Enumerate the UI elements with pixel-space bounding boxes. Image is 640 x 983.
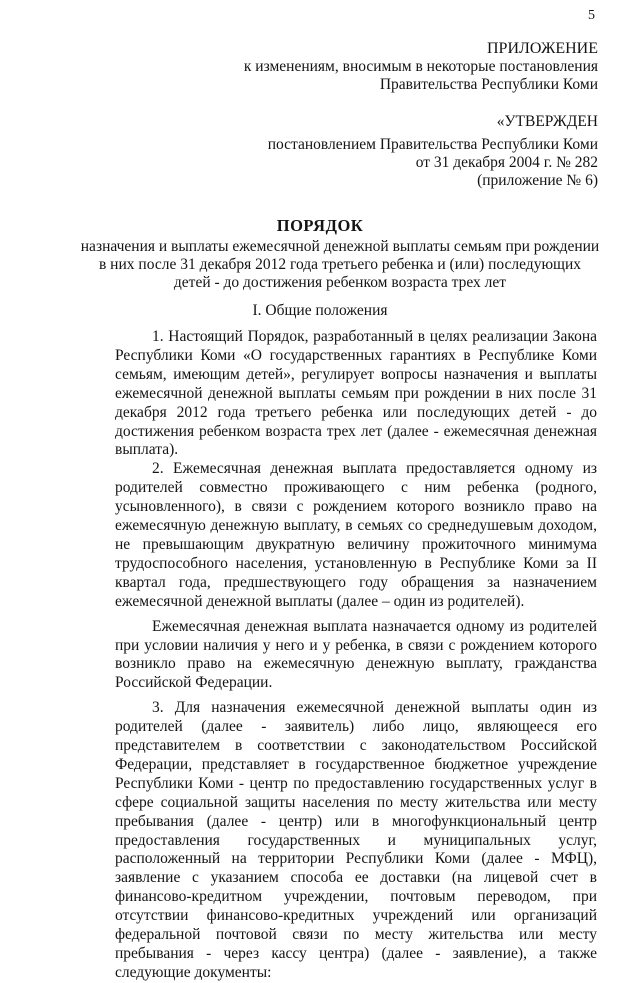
document-title: ПОРЯДОК bbox=[276, 216, 364, 235]
approval-block bbox=[268, 113, 598, 190]
body-text bbox=[115, 328, 597, 983]
paragraph-4: 3. Для назначения ежемесячной денежной выплаты один из родителей (далее - заявитель) либо лицо, являющееся его представителем в соответствии с законодательством Российской Федерации, представляет в государственное бюджетное учреждение Республики Коми - центр по предоставлению государственных услуг в сфере социальной защиты населения по месту жительства или месту пребывания (далее - центр) или в многофункциональный центр предоставления государственных и муниципальных услуг, расположенный на территории Республики Коми (далее - МФЦ), заявление с указанием способа ее доставки (на лицевой счет в финансово-кредитном учреждении, почтовым переводом, при отсутствии финансово-кредитных учреждений или организаций федеральной почтовой связи по месту жительства или месту пребывания - через кассу центра) (далее - заявление), а также следующие документы: bbox=[115, 699, 597, 981]
approval-line-1: постановлением Правительства Республики Коми bbox=[267, 136, 598, 153]
subtitle-line-2: в них после 31 декабря 2012 года третьего ребенка и (или) последующих bbox=[98, 256, 581, 273]
approval-title: «УТВЕРЖДЕН bbox=[496, 113, 598, 130]
paragraph-2: 2. Ежемесячная денежная выплата предоставляется одному из родителей совместно проживающего с ним ребенка (родного, усыновленного), в связи с рождением которого возникло право на ежемесячную денежную выплату, в семьях со среднедушевым доходом, не превышающим двукратную величину прожиточного минимума трудоспособного населения, установленную в Республике Коми за II квартал года, предшествующего году обращения за назначением ежемесячной денежной выплаты (далее – один из родителей). bbox=[115, 460, 597, 610]
approval-line-2: от 31 декабря 2004 г. № 282 bbox=[415, 154, 598, 171]
subtitle-line-1: назначения и выплаты ежемесячной денежной выплаты семьям при рождении bbox=[80, 238, 600, 255]
appendix-title: ПРИЛОЖЕНИЕ bbox=[486, 40, 598, 57]
appendix-line-2: Правительства Республики Коми bbox=[379, 76, 598, 93]
section-heading: I. Общие положения bbox=[252, 302, 388, 319]
paragraph-1: 1. Настоящий Порядок, разработанный в целях реализации Закона Республики Коми «О государственных гарантиях в Республике Коми семьям, имеющим детей», регулирует вопросы назначения и выплаты ежемесячной денежной выплаты семьям при рождении в них после 31 декабря 2012 года третьего ребенка или последующих детей - до достижения ребенком возраста трех лет (далее - ежемесячная денежная выплата). bbox=[115, 328, 597, 459]
subtitle-line-3: детей - до достижения ребенком возраста трех лет bbox=[173, 274, 507, 291]
page-number: 5 bbox=[588, 8, 595, 23]
appendix-header bbox=[244, 40, 598, 94]
approval-line-3: (приложение № 6) bbox=[477, 172, 598, 189]
document-subtitle bbox=[80, 238, 600, 292]
paragraph-3: Ежемесячная денежная выплата назначается одному из родителей при условии наличия у него и у ребенка, в связи с рождением которого возникло право на ежемесячную денежную выплату, гражданства Российской Федерации. bbox=[115, 617, 597, 692]
appendix-line-1: к изменениям, вносимым в некоторые постановления bbox=[243, 58, 598, 75]
